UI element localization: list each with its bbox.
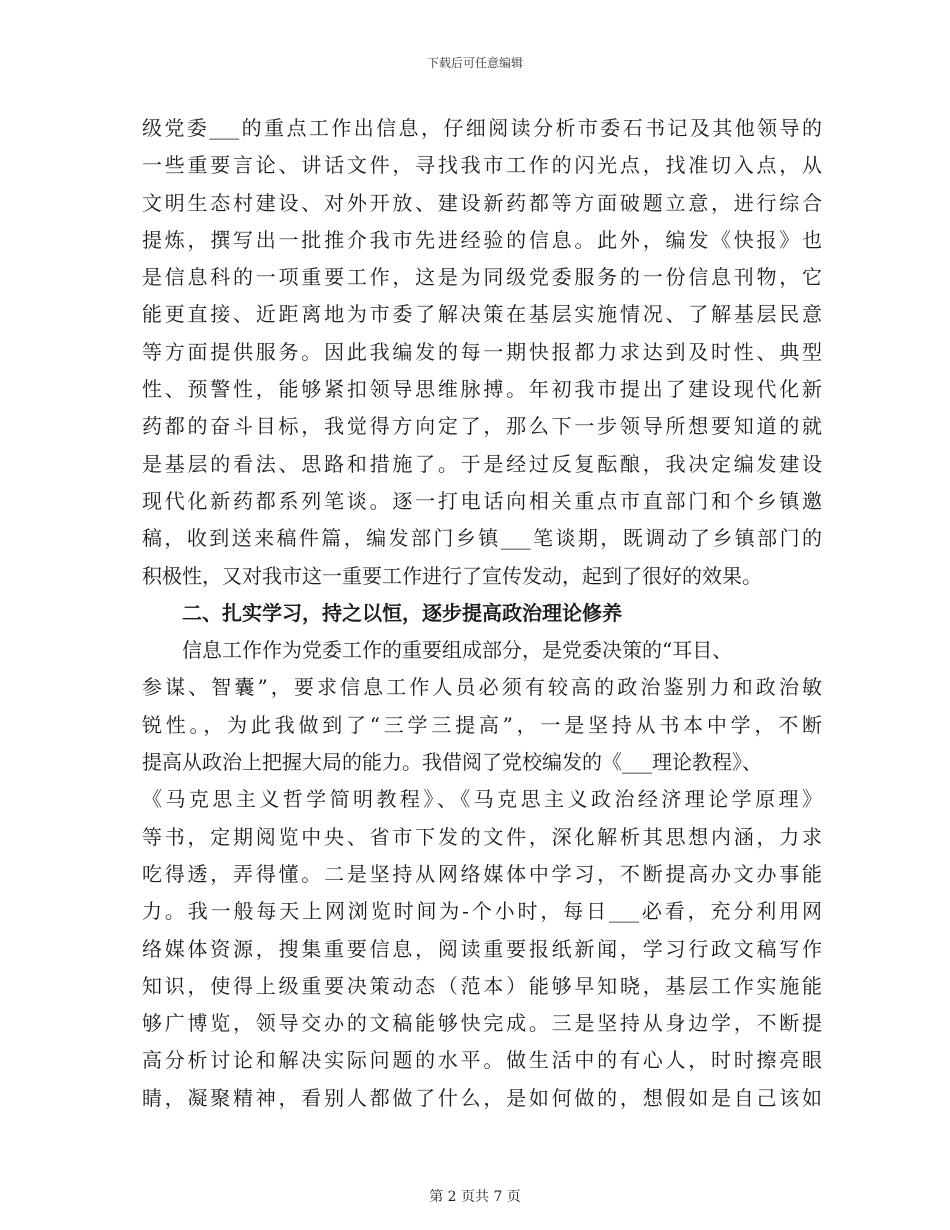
section-heading: 二、扎实学习，持之以恒，逐步提高政治理论修养 — [182, 600, 622, 625]
text-line: 文明生态村建设、对外开放、建设新药都等方面破题立意，进行综合 — [142, 190, 822, 215]
page-header: 下载后可任意编辑 — [426, 56, 523, 70]
text-line: 级党委___的重点工作出信息，仔细阅读分析市委石书记及其他领导的 — [142, 116, 822, 140]
text-line: 积极性，又对我市这一重要工作进行了宣传发动，起到了很好的效果。 — [142, 563, 762, 588]
paragraph-first-line: 信息工作作为党委工作的重要组成部分，是党委决策的“耳目、 — [182, 638, 733, 663]
text-line: 等方面提供服务。因此我编发的每一期快报都力求达到及时性、典型 — [142, 339, 822, 364]
text-line: 吃得透，弄得懂。二是坚持从网络媒体中学习，不断提高办文办事能 — [142, 861, 822, 886]
text-line: 知识，使得上级重要决策动态（范本）能够早知晓，基层工作实施能 — [142, 973, 822, 998]
text-line: 络媒体资源，搜集重要信息，阅读重要报纸新闻，学习行政文稿写作 — [142, 936, 822, 961]
text-line: 睛，凝聚精神，看别人都做了什么，是如何做的，想假如是自己该如 — [142, 1085, 822, 1110]
text-line: 是信息科的一项重要工作，这是为同级党委服务的一份信息刊物，它 — [142, 265, 822, 290]
text-line: 药都的奋斗目标，我觉得方向定了，那么下一步领导所想要知道的就 — [142, 414, 822, 439]
text-line: 稿，收到送来稿件篇，编发部门乡镇___笔谈期，既调动了乡镇部门的 — [142, 526, 822, 551]
text-line: 提炼，撰写出一批推介我市先进经验的信息。此外，编发《快报》也 — [142, 227, 822, 252]
text-line: 提高从政治上把握大局的能力。我借阅了党校编发的《___理论教程》、 — [142, 750, 762, 775]
document-body — [142, 110, 822, 1117]
text-line: 参谋、智囊”，要求信息工作人员必须有较高的政治鉴别力和政治敏 — [142, 675, 822, 700]
text-line: 《马克思主义哲学简明教程》、《马克思主义政治经济理论学原理》 — [142, 787, 822, 812]
text-line: 能更直接、近距离地为市委了解决策在基层实施情况、了解基层民意 — [142, 302, 822, 327]
text-line: 一些重要言论、讲话文件，寻找我市工作的闪光点，找准切入点，从 — [142, 153, 822, 178]
page-footer: 第 2 页共 7 页 — [429, 1189, 521, 1205]
text-line: 现代化新药都系列笔谈。逐一打电话向相关重点市直部门和个乡镇邀 — [142, 488, 822, 513]
text-line: 性、预警性，能够紧扣领导思维脉搏。年初我市提出了建设现代化新 — [142, 377, 822, 402]
text-line: 等书，定期阅览中央、省市下发的文件，深化解析其思想内涵，力求 — [142, 824, 822, 849]
text-line: 够广博览，领导交办的文稿能够快完成。三是坚持从身边学，不断提 — [142, 1011, 822, 1036]
text-line: 力。我一般每天上网浏览时间为-个小时，每日___必看，充分利用网 — [142, 899, 822, 924]
text-line: 高分析讨论和解决实际问题的水平。做生活中的有心人，时时擦亮眼 — [142, 1048, 822, 1073]
text-line: 是基层的看法、思路和措施了。于是经过反复酝酿，我决定编发建设 — [142, 451, 822, 476]
text-line: 锐性。，为此我做到了“三学三提高”，一是坚持从书本中学，不断 — [142, 712, 822, 737]
